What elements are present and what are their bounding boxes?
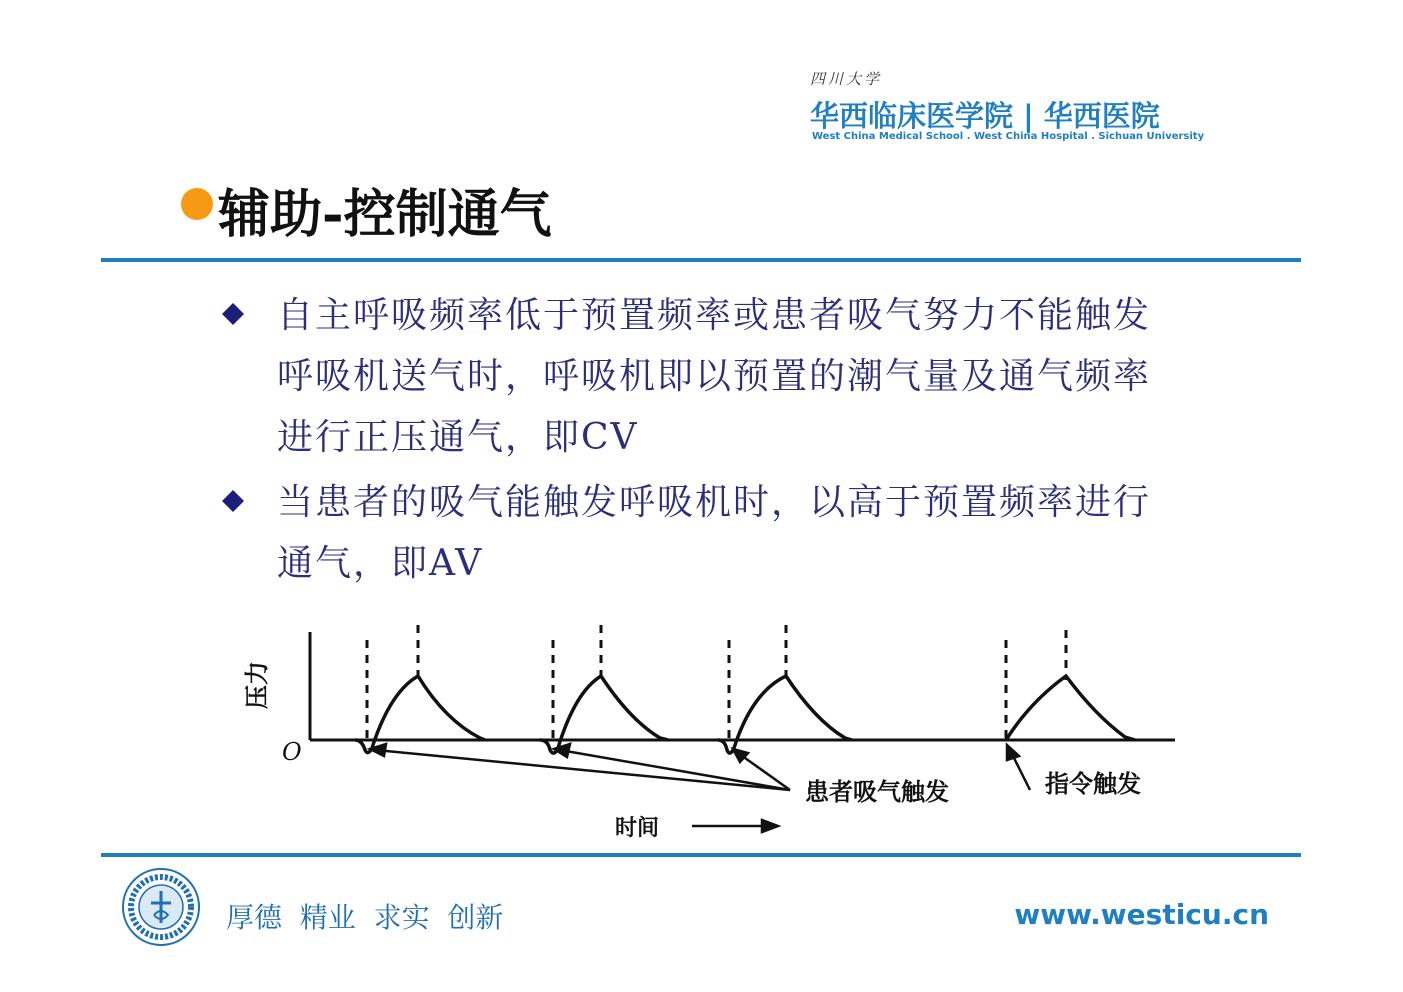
bullet-item <box>222 285 1182 468</box>
institution-name-cn: 华西临床医学院 | 华西医院 <box>810 99 1160 133</box>
bullet-item <box>222 472 1182 594</box>
top-divider <box>101 258 1301 262</box>
breath-waveform <box>540 676 668 753</box>
x-axis-label: 时间 <box>615 816 660 841</box>
origin-label: O <box>282 738 302 766</box>
title-bullet-dot <box>181 188 213 220</box>
patient-trigger-annotation: 患者吸气触发 <box>805 778 949 806</box>
breath-waveform <box>1006 676 1135 740</box>
institution-logo <box>810 68 1210 148</box>
bullet-text: 自主呼吸频率低于预置频率或患者吸气努力不能触发呼吸机送气时，呼吸机即以预置的潮气量及通气频率进行正压通气，即CV <box>277 295 1152 458</box>
command-trigger-annotation: 指令触发 <box>1045 770 1141 798</box>
institution-name-en: West China Medical School . West China Hospital . Sichuan University <box>812 131 1205 142</box>
university-name: 四川大学 <box>810 70 883 88</box>
pressure-time-diagram <box>230 620 1210 850</box>
y-axis-label: 压力 <box>243 661 271 709</box>
bullet-list <box>222 285 1182 598</box>
footer-motto: 厚德 精业 求实 创新 <box>226 901 504 934</box>
footer-website-link[interactable]: www.westicu.cn <box>1014 898 1269 931</box>
breath-waveform <box>718 676 852 753</box>
bottom-divider <box>101 853 1301 857</box>
annotation-arrow <box>376 750 790 790</box>
hospital-emblem-icon <box>121 867 201 947</box>
bullet-text: 当患者的吸气能触发呼吸机时，以高于预置频率进行通气，即AV <box>277 482 1152 584</box>
slide-title: 辅助-控制通气 <box>218 184 552 245</box>
